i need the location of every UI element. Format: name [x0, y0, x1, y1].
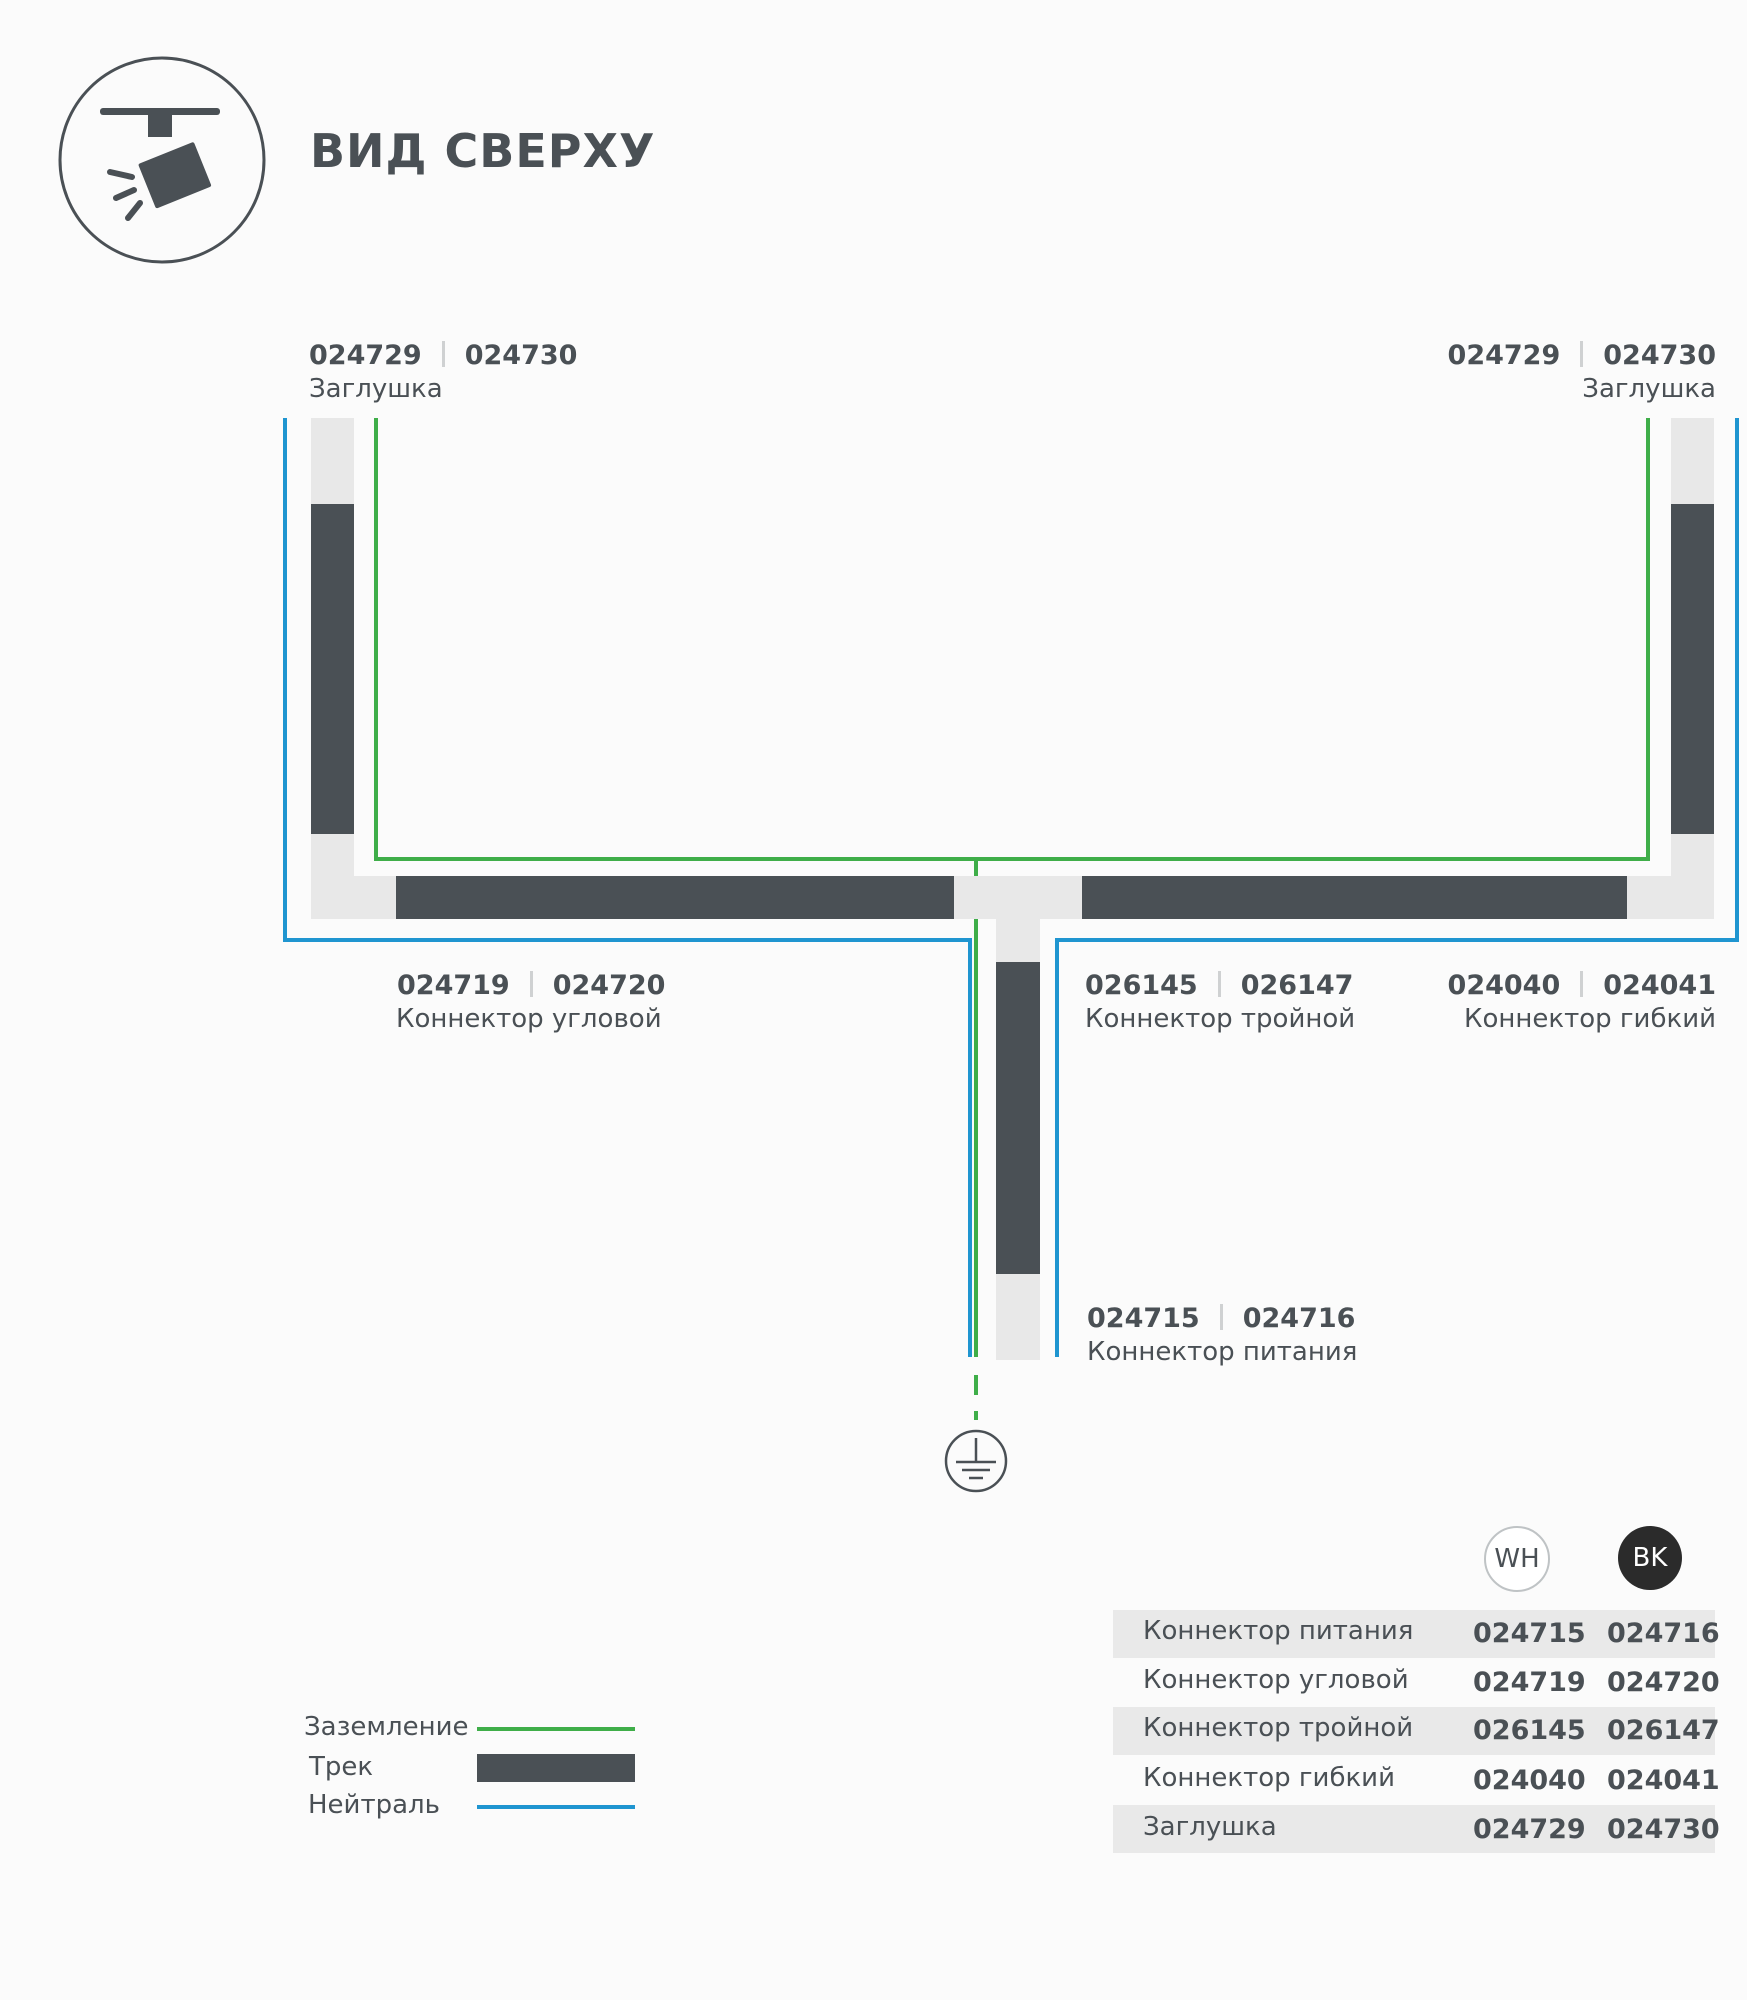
table-row-bk: 024716 — [1607, 1618, 1720, 1649]
table-row-wh: 024040 — [1473, 1765, 1586, 1796]
track-segment-horizontal-right — [1082, 876, 1627, 919]
tee-name: Коннектор тройной — [1085, 1004, 1356, 1034]
legend-track-label: Трек — [309, 1752, 374, 1782]
power-codes: 024715 024716 — [1087, 1303, 1356, 1334]
cap-left-codes: 024729 024730 — [309, 340, 578, 371]
legend-ground-label: Заземление — [304, 1712, 469, 1742]
table-row-name: Коннектор гибкий — [1143, 1763, 1395, 1793]
table-row-bk: 024720 — [1607, 1667, 1720, 1698]
table-row-wh: 024729 — [1473, 1814, 1586, 1845]
table-row-name: Коннектор тройной — [1143, 1713, 1414, 1743]
track-spotlight-icon — [60, 58, 264, 262]
legend-neutral-label: Нейтраль — [308, 1790, 440, 1820]
track-segment-vertical — [996, 962, 1040, 1274]
table-row-bk: 026147 — [1607, 1715, 1720, 1746]
cap-right-codes: 024729 024730 — [1447, 340, 1716, 371]
track-segment-right — [1671, 504, 1714, 834]
end-cap-left — [311, 418, 354, 504]
table-row-name: Коннектор питания — [1143, 1616, 1414, 1646]
tee-codes: 026145 026147 — [1085, 970, 1354, 1001]
table-row-wh: 026145 — [1473, 1715, 1586, 1746]
table-row-bk: 024041 — [1607, 1765, 1720, 1796]
track-segment-horizontal-left — [396, 876, 954, 919]
corner-connector-left — [311, 834, 396, 919]
power-connector — [996, 1274, 1040, 1360]
ground-symbol-icon — [946, 1431, 1006, 1491]
flex-codes: 024040 024041 — [1447, 970, 1716, 1001]
corner-name: Коннектор угловой — [396, 1004, 662, 1034]
end-cap-right — [1671, 418, 1714, 504]
right-track-run — [1627, 418, 1714, 919]
power-name: Коннектор питания — [1087, 1337, 1358, 1367]
table-row-wh: 024719 — [1473, 1667, 1586, 1698]
track-segment-left — [311, 504, 354, 834]
table-row-wh: 024715 — [1473, 1618, 1586, 1649]
left-track-run — [311, 418, 396, 919]
table-row-name: Заглушка — [1143, 1812, 1277, 1842]
tee-connector — [954, 876, 1082, 962]
table-row-bk: 024730 — [1607, 1814, 1720, 1845]
flex-name: Коннектор гибкий — [1464, 1004, 1716, 1034]
table-row-name: Коннектор угловой — [1143, 1665, 1409, 1695]
legend-track-swatch — [477, 1754, 635, 1782]
cap-left-name: Заглушка — [309, 374, 443, 404]
black-color-badge: BK — [1618, 1526, 1682, 1590]
cap-right-name: Заглушка — [1582, 374, 1716, 404]
flex-connector-right — [1627, 834, 1714, 919]
page-title: ВИД СВЕРХУ — [310, 124, 656, 178]
corner-codes: 024719 024720 — [397, 970, 666, 1001]
white-color-badge: WH — [1484, 1526, 1550, 1592]
